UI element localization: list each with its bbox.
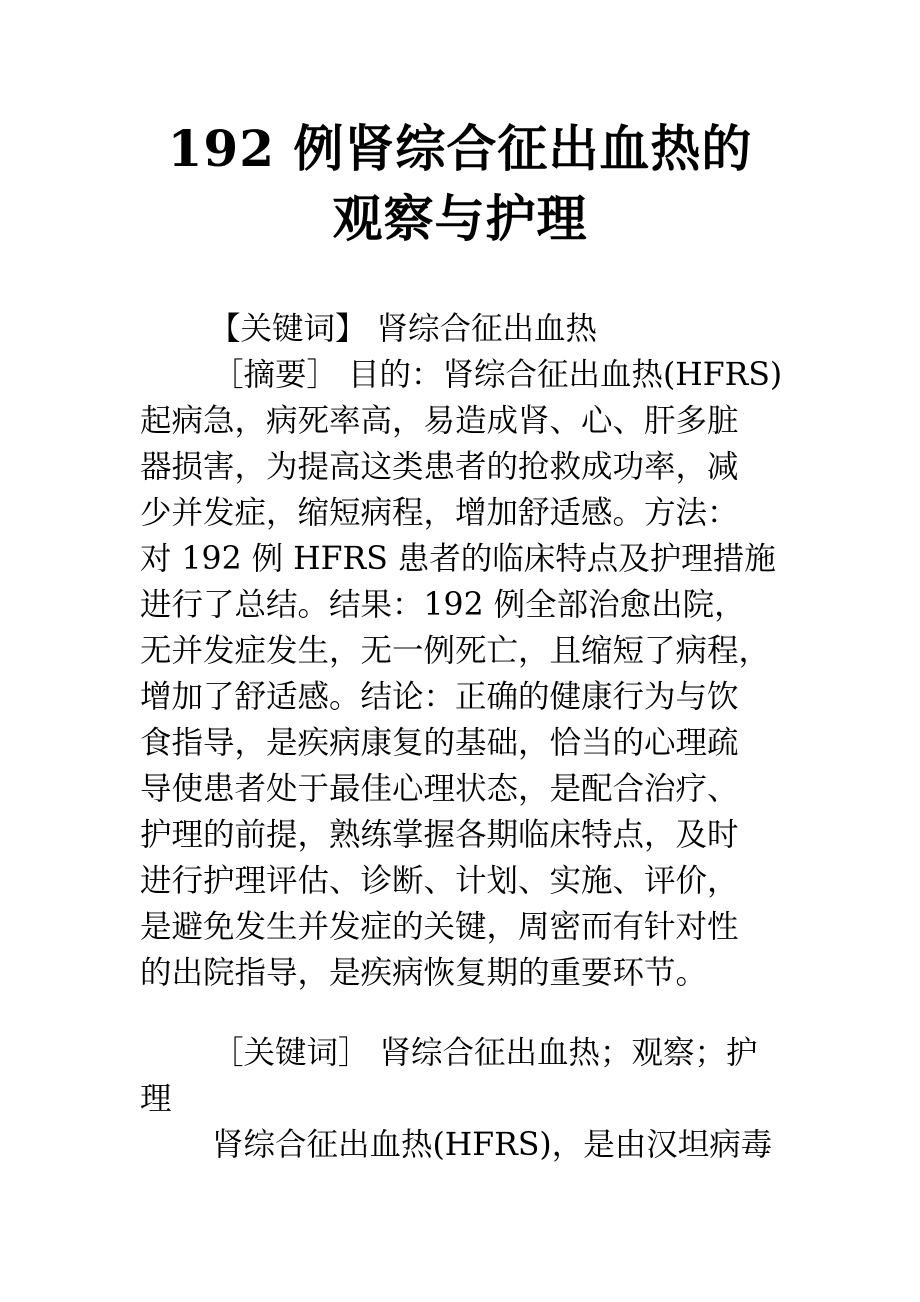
keyword-header: 【关键词】 肾综合征出血热 (209, 311, 598, 347)
intro-line: 肾综合征出血热(HFRS)，是由汉坦病毒 (212, 1127, 773, 1163)
abstract-line: 的出院指导，是疾病恢复期的重要环节。 (140, 955, 708, 991)
abstract-line: 导使患者处于最佳心理状态，是配合治疗、 (140, 771, 739, 807)
abstract-line: 无并发症发生，无一例死亡，且缩短了病程， (140, 633, 771, 669)
abstract-paragraph (140, 352, 800, 996)
abstract-line: 食指导，是疾病康复的基础，恰当的心理疏 (140, 725, 739, 761)
keywords-line: ［关键词］ 肾综合征出血热；观察；护 (212, 1035, 758, 1071)
abstract-line: 是避免发生并发症的关键，周密而有针对性 (140, 909, 739, 945)
abstract-line: 对 192 例 HFRS 患者的临床特点及护理措施 (140, 541, 776, 577)
abstract-line: ［摘要］ 目的：肾综合征出血热(HFRS) (212, 357, 783, 393)
abstract-line: 护理的前提，熟练掌握各期临床特点，及时 (140, 817, 739, 853)
abstract-line: 增加了舒适感。结论：正确的健康行为与饮 (140, 679, 739, 715)
abstract-line: 进行了总结。结果：192 例全部治愈出院， (140, 587, 746, 623)
intro-paragraph (140, 1122, 800, 1168)
abstract-line: 进行护理评估、诊断、计划、实施、评价， (140, 863, 739, 899)
document-title-line-2: 观察与护理 (332, 189, 588, 248)
abstract-line: 器损害，为提高这类患者的抢救成功率，减 (140, 449, 739, 485)
keywords-line: 理 (140, 1081, 172, 1117)
document-title-line-1: 192 例肾综合征出血热的 (167, 119, 753, 178)
abstract-line: 起病急，病死率高，易造成肾、心、肝多脏 (140, 403, 739, 439)
abstract-line: 少并发症，缩短病程，增加舒适感。方法： (140, 495, 739, 531)
keywords-paragraph (140, 1030, 800, 1122)
